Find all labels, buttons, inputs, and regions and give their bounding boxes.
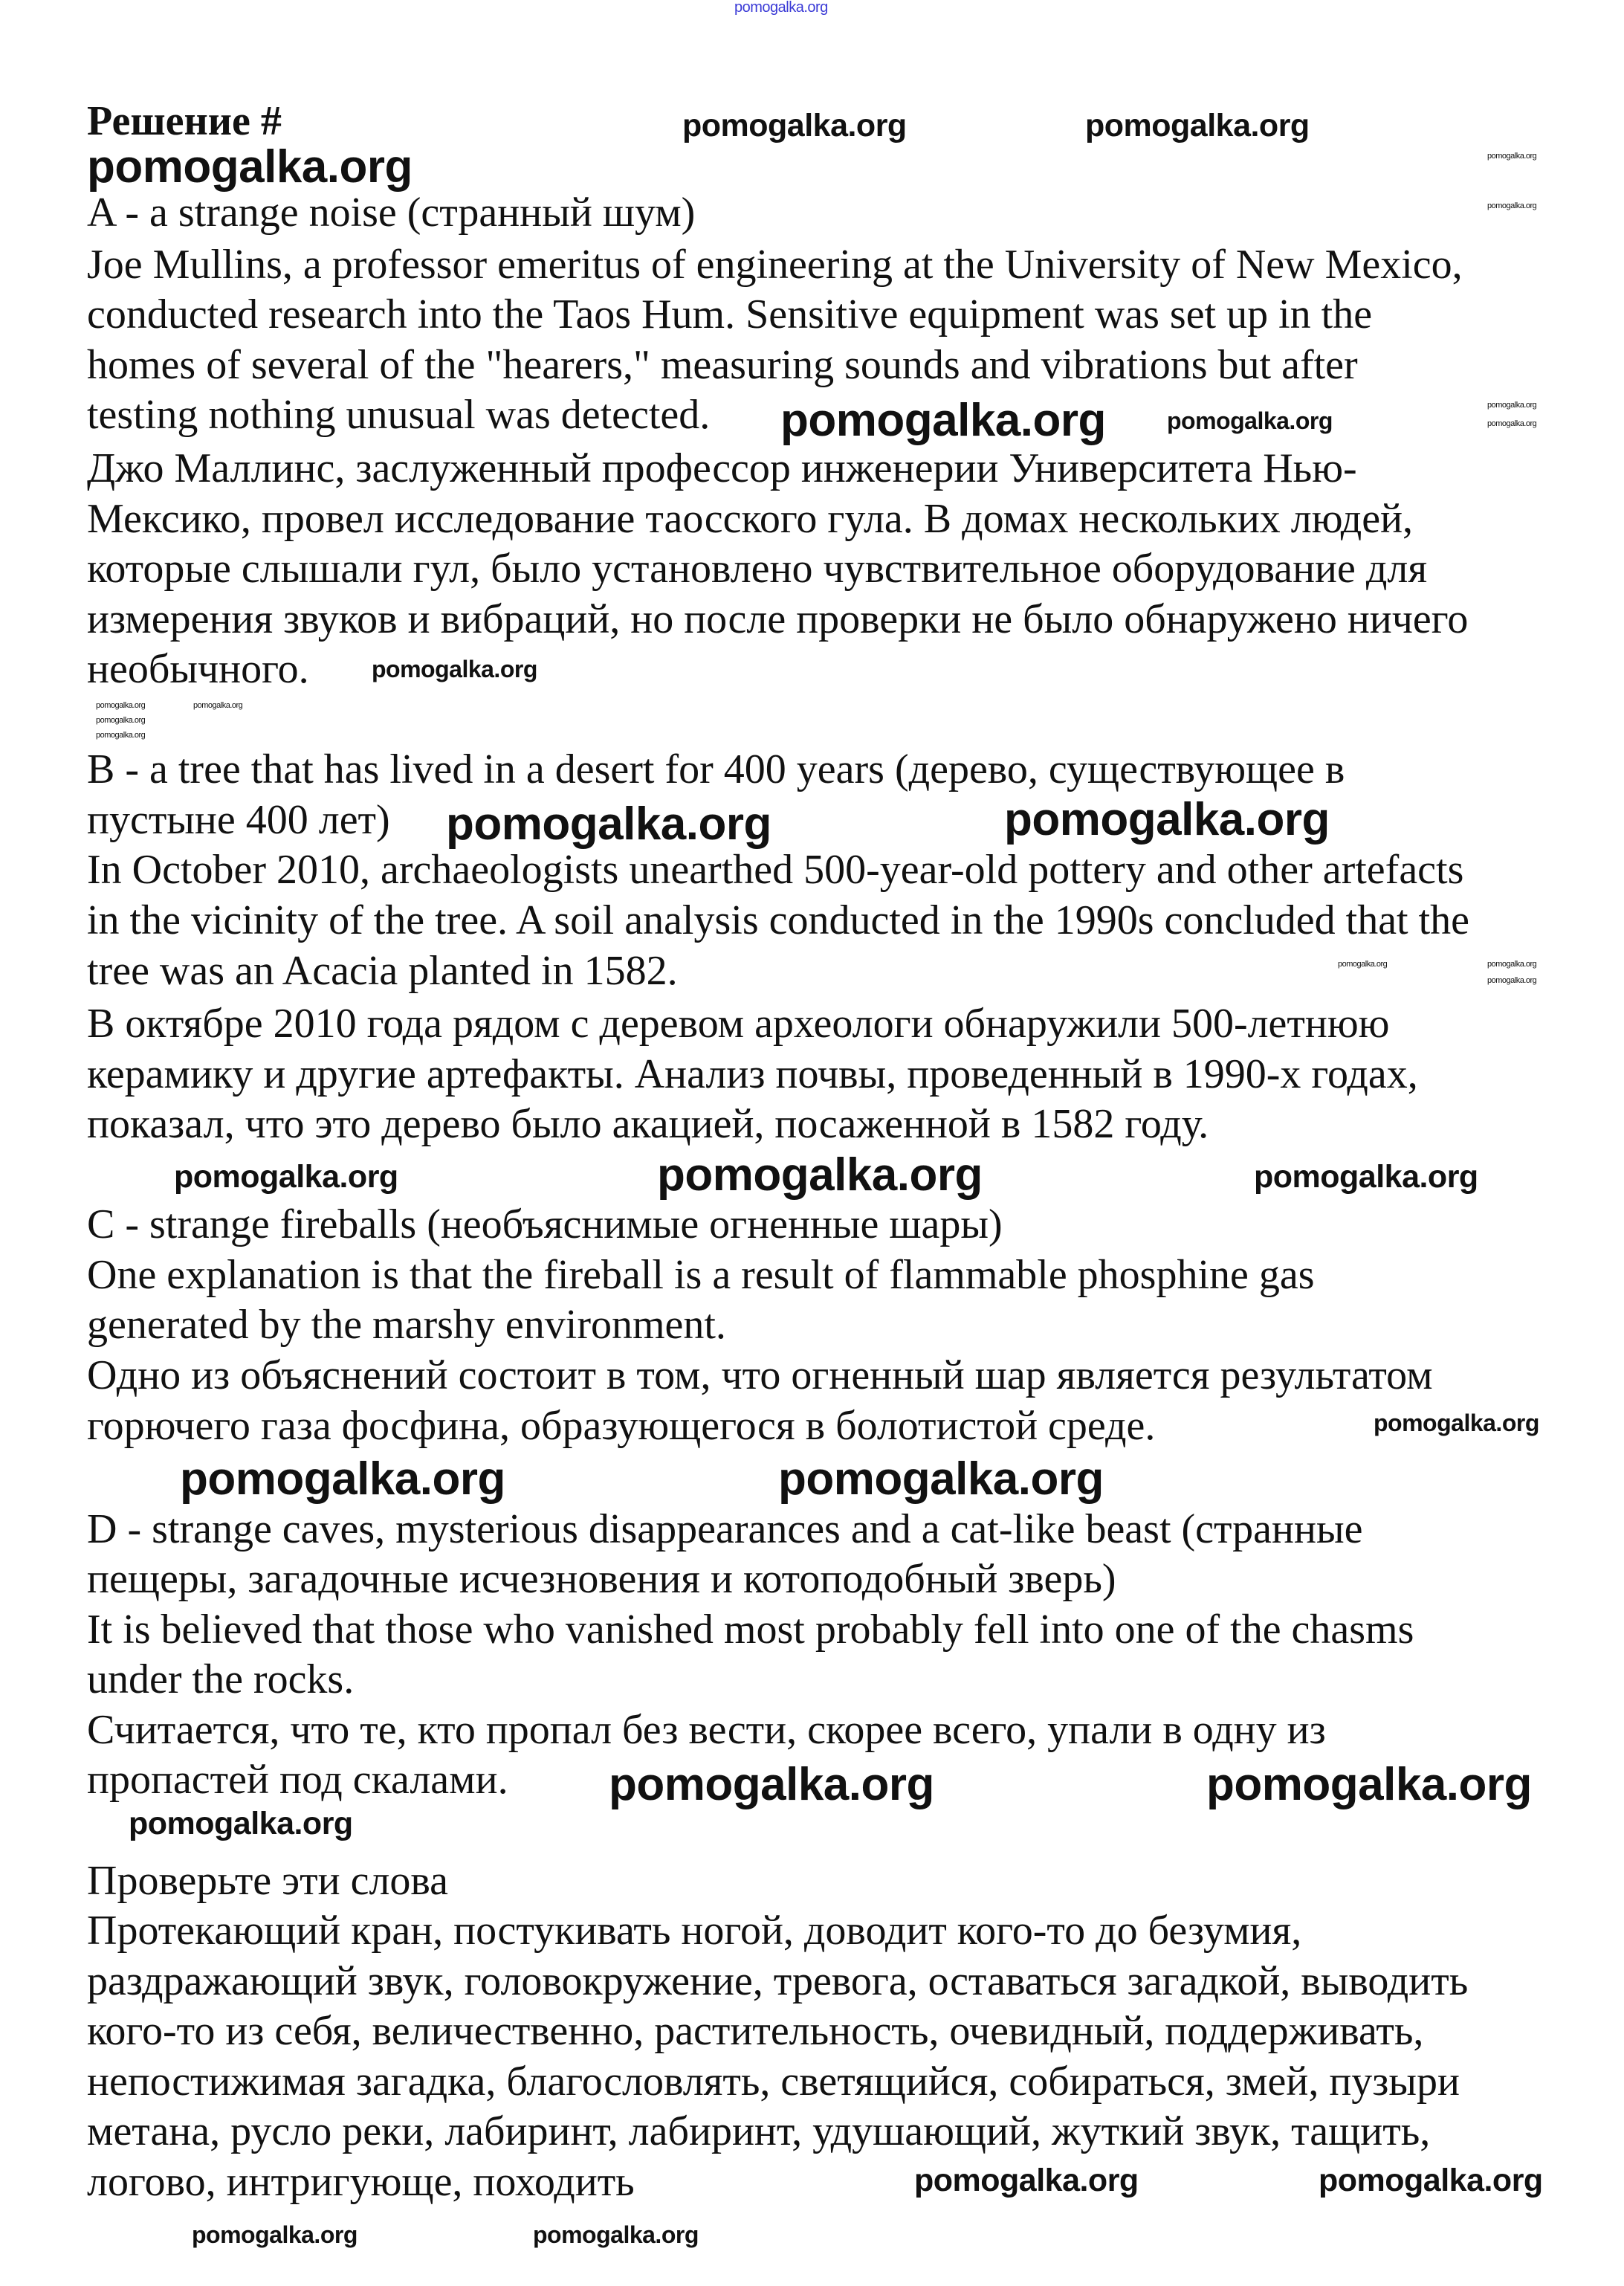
section-b-title: пустыне 400 лет) — [87, 797, 390, 843]
watermark: pomogalka.org — [180, 1453, 505, 1505]
text-line: It is believed that those who vanished most probably fell into one of the chasms — [87, 1607, 1414, 1653]
watermark: pomogalka.org — [193, 701, 243, 710]
watermark: pomogalka.org — [192, 2221, 358, 2248]
text-line: которые слышали гул, было установлено чувствительное оборудование для — [87, 546, 1428, 592]
vocabulary-line: логово, интригующе, походить — [87, 2159, 635, 2205]
vocabulary-line: метана, русло реки, лабиринт, лабиринт, удушающий, жуткий звук, тащить, — [87, 2108, 1431, 2154]
text-line: One explanation is that the fireball is a result of flammable phosphine gas — [87, 1252, 1315, 1298]
vocabulary-title: Проверьте эти слова — [87, 1858, 448, 1904]
text-line: Джо Маллинс, заслуженный профессор инженерии Университета Нью- — [87, 445, 1357, 491]
text-line: homes of several of the "hearers," measuring sounds and vibrations but after — [87, 342, 1358, 388]
watermark: pomogalka.org — [1374, 1410, 1539, 1436]
text-line: Одно из объяснений состоит в том, что огненный шар является результатом — [87, 1352, 1433, 1398]
text-line: горючего газа фосфина, образующегося в болотистой среде. — [87, 1403, 1156, 1449]
watermark: pomogalka.org — [533, 2221, 699, 2248]
watermark: pomogalka.org — [682, 108, 907, 143]
text-line: необычного. — [87, 646, 309, 692]
watermark: pomogalka.org — [1004, 794, 1330, 845]
text-line: Считается, что те, кто пропал без вести, скорее всего, упали в одну из — [87, 1707, 1326, 1753]
watermark: pomogalka.org — [1487, 976, 1537, 985]
watermark: pomogalka.org — [1167, 407, 1333, 434]
watermark: pomogalka.org — [1487, 201, 1537, 210]
watermark: pomogalka.org — [96, 716, 146, 725]
watermark: pomogalka.org — [1206, 1759, 1532, 1810]
watermark: pomogalka.org — [1487, 419, 1537, 428]
text-line: generated by the marshy environment. — [87, 1302, 726, 1348]
watermark-link[interactable]: pomogalka.org — [734, 0, 828, 16]
text-line: керамику и другие артефакты. Анализ почвы, проведенный в 1990-х годах, — [87, 1051, 1418, 1097]
watermark: pomogalka.org — [1254, 1159, 1478, 1195]
watermark: pomogalka.org — [657, 1149, 983, 1201]
watermark: pomogalka.org — [780, 395, 1106, 446]
text-line: Joe Mullins, a professor emeritus of engineering at the University of New Mexico, — [87, 242, 1463, 288]
section-d-title: D - strange caves, mysterious disappearances and a cat-like beast (странные — [87, 1506, 1363, 1552]
watermark: pomogalka.org — [96, 731, 146, 740]
text-line: tree was an Acacia planted in 1582. — [87, 948, 678, 994]
section-a-title: A - a strange noise (странный шум) — [87, 190, 696, 236]
vocabulary-line: непостижимая загадка, благословлять, светящийся, собираться, змей, пузыри — [87, 2059, 1460, 2105]
watermark: pomogalka.org — [174, 1159, 398, 1195]
text-line: измерения звуков и вибраций, но после проверки не было обнаружено ничего — [87, 596, 1469, 642]
text-line: testing nothing unusual was detected. — [87, 392, 711, 438]
solution-heading: Решение # — [87, 98, 282, 144]
watermark: pomogalka.org — [1487, 152, 1537, 161]
text-line: показал, что это дерево было акацией, посаженной в 1582 году. — [87, 1101, 1209, 1147]
watermark: pomogalka.org — [1319, 2163, 1543, 2198]
watermark: pomogalka.org — [609, 1759, 934, 1810]
section-c-title: C - strange fireballs (необъяснимые огненные шары) — [87, 1201, 1003, 1247]
vocabulary-line: Протекающий кран, постукивать ногой, доводит кого-то до безумия, — [87, 1908, 1302, 1954]
text-line: In October 2010, archaeologists unearthed 500-year-old pottery and other artefacts — [87, 847, 1464, 893]
text-line: conducted research into the Taos Hum. Sensitive equipment was set up in the — [87, 291, 1373, 338]
watermark: pomogalka.org — [372, 656, 537, 682]
watermark: pomogalka.org — [914, 2163, 1139, 2198]
text-line: Мексико, провел исследование таосского гула. В домах нескольких людей, — [87, 496, 1414, 542]
watermark: pomogalka.org — [1085, 108, 1310, 143]
watermark: pomogalka.org — [778, 1453, 1104, 1505]
watermark: pomogalka.org — [446, 798, 771, 850]
text-line: under the rocks. — [87, 1656, 355, 1702]
text-line: in the vicinity of the tree. A soil analysis conducted in the 1990s concluded that the — [87, 897, 1470, 943]
watermark: pomogalka.org — [129, 1806, 353, 1841]
watermark: pomogalka.org — [1338, 960, 1388, 969]
text-line: пропастей под скалами. — [87, 1757, 508, 1803]
text-line: В октябре 2010 года рядом с деревом археологи обнаружили 500-летнюю — [87, 1001, 1390, 1047]
watermark: pomogalka.org — [1487, 401, 1537, 410]
watermark: pomogalka.org — [87, 141, 413, 193]
section-d-title: пещеры, загадочные исчезновения и котоподобный зверь) — [87, 1556, 1116, 1602]
watermark: pomogalka.org — [96, 701, 146, 710]
vocabulary-line: раздражающий звук, головокружение, тревога, оставаться загадкой, выводить — [87, 1958, 1469, 2004]
watermark: pomogalka.org — [1487, 960, 1537, 969]
vocabulary-line: кого-то из себя, величественно, растительность, очевидный, поддерживать, — [87, 2008, 1424, 2054]
section-b-title: B - a tree that has lived in a desert for 400 years (дерево, существующее в — [87, 746, 1345, 792]
